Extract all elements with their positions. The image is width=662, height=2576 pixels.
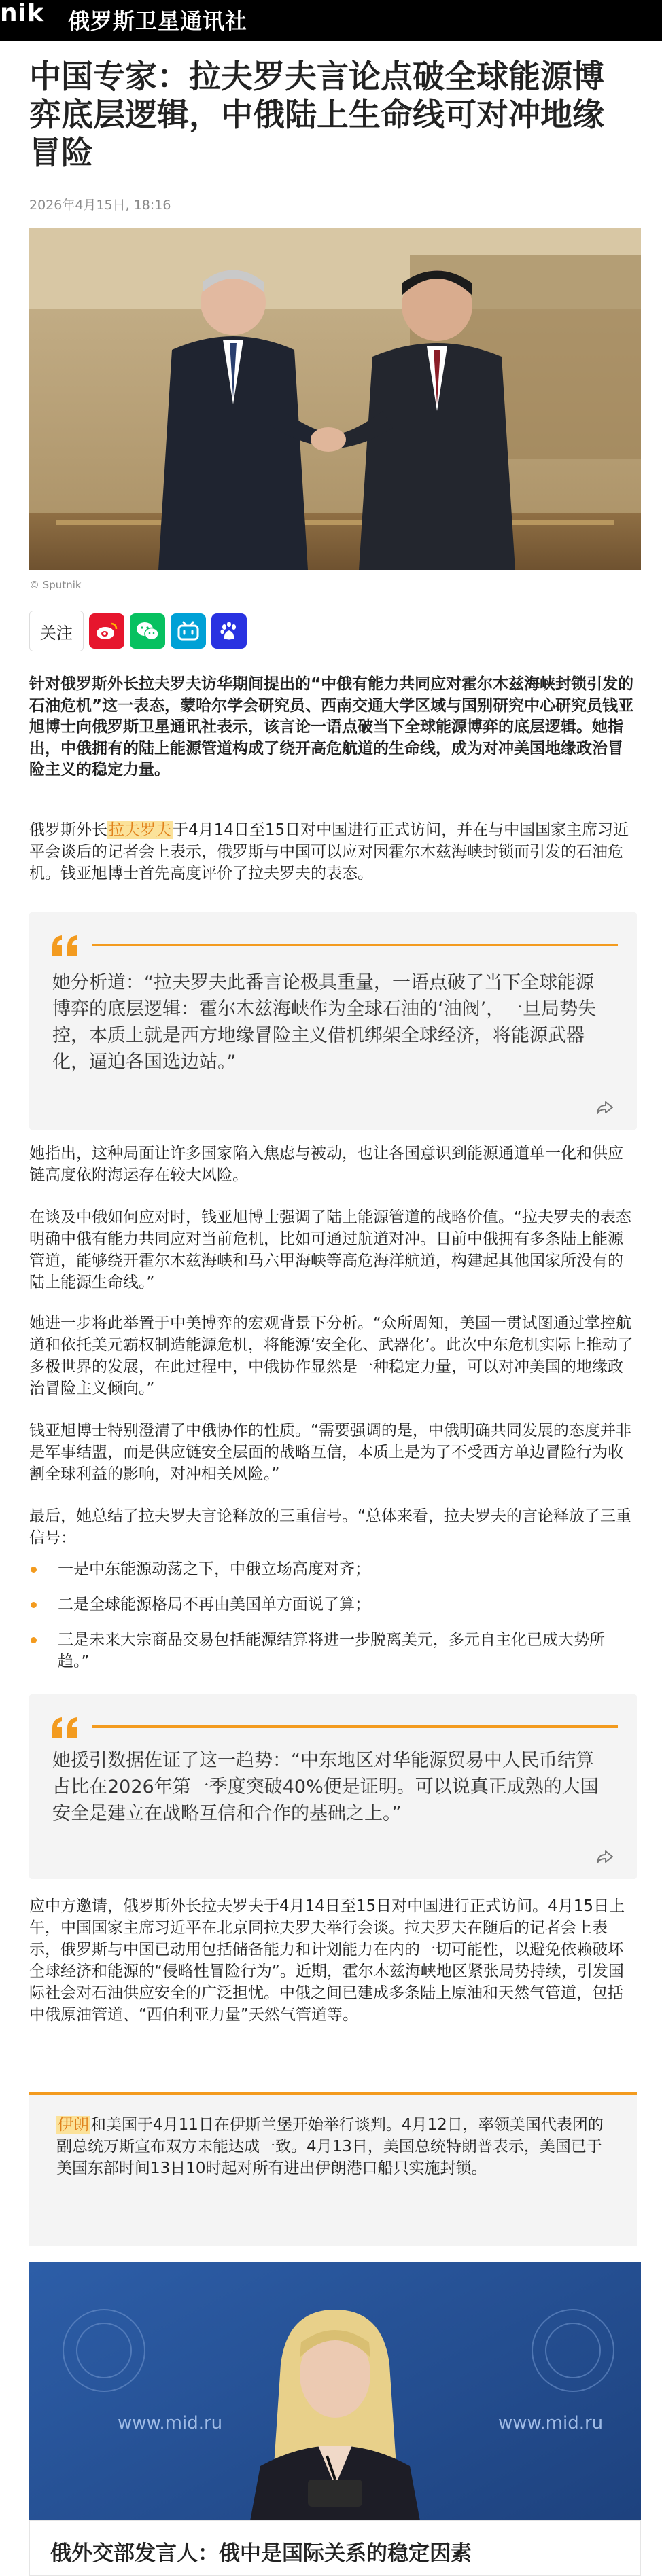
related-article-title[interactable]: 俄外交部发言人：俄中是国际关系的稳定因素 <box>50 2541 472 2566</box>
wechat-icon[interactable] <box>130 613 165 649</box>
note-text <box>56 2114 614 2179</box>
quote-divider <box>92 1725 618 1728</box>
share-icon[interactable] <box>596 1849 614 1864</box>
article-paragraph: 在谈及中俄如何应对时，钱亚旭博士强调了陆上能源管道的战略价值。“拉夫罗夫的表态明确中俄有能力共同应对当前危机，比如可通过航道对冲。目前中俄拥有多条陆上能源管道，能够绕开霍尔木兹海峡和马六甲海峡等高危海洋航道，构建起其他国家所没有的陆上能源生命线。” <box>29 1209 631 1291</box>
list-item <box>29 1629 627 1674</box>
article-paragraph: 钱亚旭博士特别澄清了中俄协作的性质。“需要强调的是，中俄明确共同发展的态度并非是军事结盟，而是供应链安全层面的战略互信，本质上是为了不受西方单边冒险行为收割全球利益的影响，对冲相关风险。” <box>29 1422 631 1483</box>
quote-text: 她分析道：“拉夫罗夫此番言论极具重量，一语点破了当下全球能源博弈的底层逻辑：霍尔木兹海峡作为全球石油的‘油阀’，一旦局势失控，本质上就是西方地缘冒险主义借机绑架全球经济，将能源武器化，逼迫各国选边站。” <box>52 972 597 1073</box>
list-item-text: 二是全球能源格局不再由美国单方面说了算； <box>58 1596 370 1613</box>
article-title: 中国专家：拉夫罗夫言论点破全球能源博弈底层逻辑，中俄陆上生命线可对冲地缘冒险 <box>29 58 604 172</box>
brand-name[interactable]: 俄罗斯卫星通讯社 <box>68 8 248 34</box>
tag-link[interactable]: 伊朗 <box>58 2116 89 2134</box>
list-item <box>29 1558 627 1581</box>
sputnik-logo[interactable] <box>0 0 51 41</box>
backdrop-text: www.mid.ru <box>498 2413 604 2433</box>
bullet-icon <box>31 1567 37 1573</box>
list-item <box>29 1594 627 1617</box>
quote-divider <box>92 944 618 946</box>
background-note <box>29 2092 637 2246</box>
bullet-icon <box>31 1602 37 1608</box>
bullet-icon <box>31 1637 37 1643</box>
share-bar <box>29 609 247 653</box>
quote-block <box>29 912 637 1130</box>
related-article-caption <box>29 2520 641 2576</box>
article-lead: 针对俄罗斯外长拉夫罗夫访华期间提出的“中俄有能力共同应对霍尔木兹海峡封锁引发的石油危机”这一表态，蒙哈尔学会研究员、西南交通大学区域与国别研究中心研究员钱亚旭博士向俄罗斯卫星通讯社表示，该言论一语点破当下全球能源博弈的底层逻辑。她指出，中俄拥有的陆上能源管道构成了绕开高危航道的生命线，成为对冲美国地缘政治冒险主义的稳定力量。 <box>29 675 634 779</box>
article-paragraph: 最后，她总结了拉夫罗夫言论释放的三重信号。“总体来看，拉夫罗夫的言论释放了三重信号： <box>29 1507 631 1547</box>
quote-icon <box>51 1716 81 1739</box>
top-navigation-bar <box>0 0 662 41</box>
paragraph-text: 俄罗斯外长 <box>29 821 107 839</box>
article-paragraph: 她指出，这种局面让许多国家陷入焦虑与被动，也让各国意识到能源通道单一化和供应链高度依附海运存在较大风险。 <box>29 1145 623 1184</box>
list-item-text: 三是未来大宗商品交易包括能源结算将进一步脱离美元，多元自主化已成大势所趋。” <box>58 1631 605 1670</box>
baidu-icon[interactable] <box>211 613 247 649</box>
weibo-icon[interactable] <box>89 613 124 649</box>
tag-link[interactable]: 拉夫罗夫 <box>109 821 171 839</box>
quote-icon <box>51 934 81 957</box>
article-paragraph: 她进一步将此举置于中美博弈的宏观背景下分析。“众所周知，美国一贯试图通过掌控航道和依托美元霸权制造能源危机，将能源‘安全化、武器化’。此次中东危机实际上推动了多极世界的发展，在此过程中，中俄协作显然是一种稳定力量，可以对冲美国的地缘政治冒险主义倾向。” <box>29 1314 633 1397</box>
bilibili-icon[interactable] <box>171 613 206 649</box>
follow-button[interactable]: 关注 <box>29 611 84 651</box>
share-icon[interactable] <box>596 1100 614 1115</box>
quote-block <box>29 1694 637 1879</box>
image-credit: © Sputnik <box>29 579 82 591</box>
logo-text: nik <box>0 0 44 27</box>
paragraph-text: 和美国于4月11日在伊斯兰堡开始举行谈判。4月12日，率领美国代表团的副总统万斯宣布双方未能达成一致。4月13日，美国总统特朗普表示，美国已于美国东部时间13日10时起对所有进出伊朗港口船只实施封锁。 <box>56 2116 604 2177</box>
related-article-card[interactable] <box>29 2262 641 2576</box>
quote-text: 她援引数据佐证了这一趋势：“中东地区对华能源贸易中人民币结算占比在2026年第一季度突破40%便是证明。可以说真正成熟的大国安全是建立在战略互信和合作的基础之上。” <box>52 1750 599 1824</box>
backdrop-text: www.mid.ru <box>118 2413 223 2433</box>
paragraph-text: 于4月14日至15日对中国进行正式访问，并在与中国国家主席习近平会谈后的记者会上表示，俄罗斯与中国可以应对因霍尔木兹海峡封锁而引发的石油危机。钱亚旭博士首先高度评价了拉夫罗夫的表态。 <box>29 821 629 882</box>
hero-image <box>29 228 641 570</box>
list-item-text: 一是中东能源动荡之下，中俄立场高度对齐； <box>58 1560 370 1578</box>
article-date: 2026年4月15日, 18:16 <box>29 198 171 213</box>
article-paragraph <box>29 819 636 884</box>
article-paragraph: 应中方邀请，俄罗斯外长拉夫罗夫于4月14日至15日对中国进行正式访问。4月15日上午，中国国家主席习近平在北京同拉夫罗夫举行会谈。拉夫罗夫在随后的记者会上表示，俄罗斯与中国已动用包括储备能力和计划能力在内的一切可能性，以避免依赖破坏全球经济和能源的“侵略性冒险行为”。近期，霍尔木兹海峡地区紧张局势持续，引发国际社会对石油供应安全的广泛担忧。中俄之间已建成多条陆上原油和天然气管道，包括中俄原油管道、“西伯利亚力量”天然气管道等。 <box>29 1897 625 2024</box>
